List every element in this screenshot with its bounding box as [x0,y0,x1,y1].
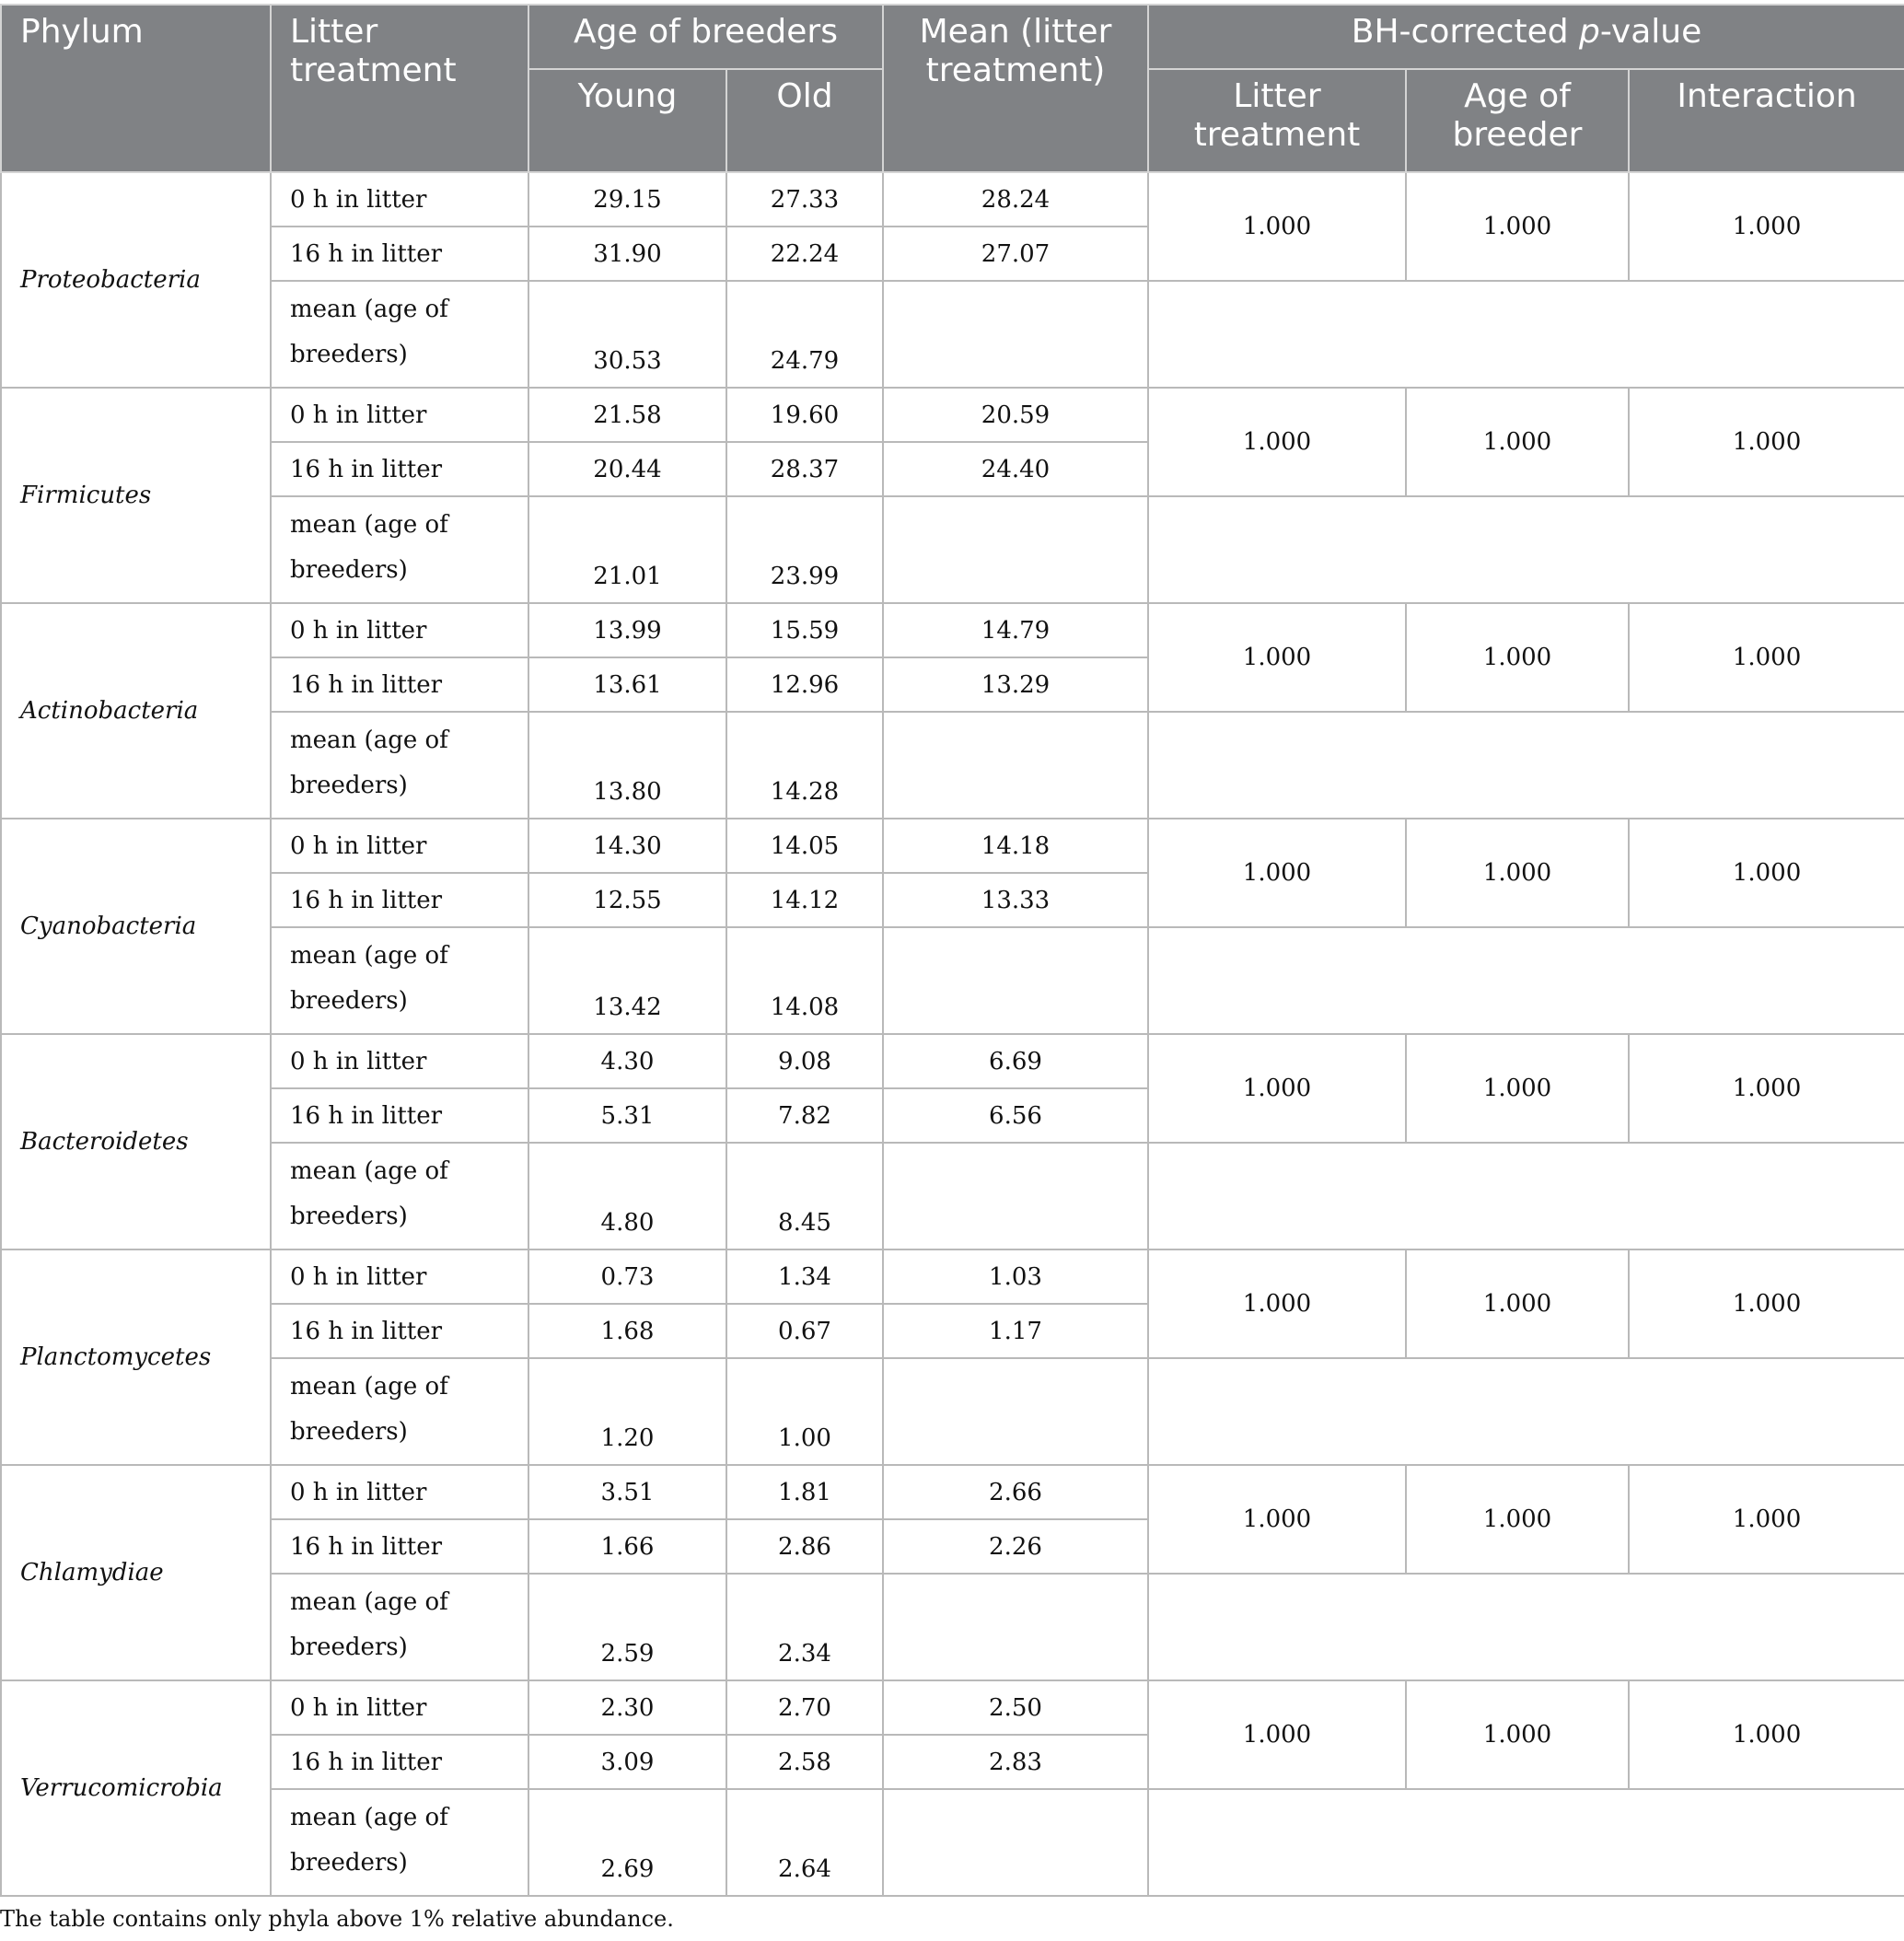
young-value-cell: 21.58 [528,388,726,442]
litter-treatment-cell: 16 h in litter [271,1304,528,1358]
litter-treatment-cell: 16 h in litter [271,873,528,927]
table-body [1,172,1904,1896]
young-value-cell: 3.51 [528,1465,726,1519]
old-value-cell: 27.33 [726,172,883,227]
header-litter-treatment: Litter treatment [271,5,528,172]
table-row [1,603,1904,657]
old-mean-value-cell: 23.99 [726,496,883,603]
old-mean-value-cell: 2.64 [726,1789,883,1896]
empty-cell [883,1789,1148,1896]
young-value-cell: 13.99 [528,603,726,657]
empty-cell [883,496,1148,603]
table-footnote: The table contains only phyla above 1% relative abundance. [0,1906,674,1932]
young-value-cell: 14.30 [528,819,726,873]
old-value-cell: 2.58 [726,1735,883,1789]
litter-treatment-cell: 0 h in litter [271,1465,528,1519]
litter-treatment-cell: 16 h in litter [271,1519,528,1574]
pvalue-age-cell: 1.000 [1406,1034,1629,1143]
young-value-cell: 3.09 [528,1735,726,1789]
young-mean-value-cell: 21.01 [528,496,726,603]
old-value-cell: 22.24 [726,227,883,281]
pvalue-interaction-cell: 1.000 [1629,1465,1904,1574]
mean-litter-value-cell: 2.83 [883,1735,1148,1789]
header-pvalue-interaction: Interaction [1629,69,1904,172]
pvalue-interaction-cell: 1.000 [1629,1680,1904,1789]
young-value-cell: 31.90 [528,227,726,281]
pvalue-age-cell: 1.000 [1406,819,1629,927]
litter-treatment-cell: 16 h in litter [271,442,528,496]
young-value-cell: 13.61 [528,657,726,712]
litter-treatment-cell: 16 h in litter [271,1735,528,1789]
phylum-cell: Cyanobacteria [1,819,271,1034]
mean-litter-value-cell: 2.50 [883,1680,1148,1735]
pvalue-litter-cell: 1.000 [1148,172,1406,281]
old-value-cell: 0.67 [726,1304,883,1358]
empty-cell [883,281,1148,388]
pvalue-age-cell: 1.000 [1406,172,1629,281]
table-row [1,1465,1904,1519]
mean-litter-value-cell: 28.24 [883,172,1148,227]
litter-treatment-cell: 0 h in litter [271,388,528,442]
pvalue-interaction-cell: 1.000 [1629,819,1904,927]
mean-age-label-cell: mean (age of breeders) [271,1574,528,1680]
young-value-cell: 5.31 [528,1088,726,1143]
litter-treatment-cell: 16 h in litter [271,657,528,712]
mean-age-label-cell: mean (age of breeders) [271,1358,528,1465]
phylum-cell: Firmicutes [1,388,271,603]
young-mean-value-cell: 2.59 [528,1574,726,1680]
old-mean-value-cell: 8.45 [726,1143,883,1249]
empty-cell [1148,1789,1904,1896]
young-value-cell: 2.30 [528,1680,726,1735]
phylum-cell: Proteobacteria [1,172,271,388]
pvalue-interaction-cell: 1.000 [1629,603,1904,712]
mean-litter-value-cell: 14.18 [883,819,1148,873]
mean-litter-value-cell: 2.66 [883,1465,1148,1519]
mean-age-label-cell: mean (age of breeders) [271,927,528,1034]
mean-litter-value-cell: 14.79 [883,603,1148,657]
table-row [1,1358,1904,1465]
old-value-cell: 7.82 [726,1088,883,1143]
pvalue-litter-cell: 1.000 [1148,388,1406,496]
litter-treatment-cell: 0 h in litter [271,172,528,227]
table-row [1,1249,1904,1304]
empty-cell [883,927,1148,1034]
table-row [1,819,1904,873]
old-value-cell: 28.37 [726,442,883,496]
mean-litter-value-cell: 6.69 [883,1034,1148,1088]
pvalue-age-cell: 1.000 [1406,603,1629,712]
table-row [1,927,1904,1034]
mean-age-label-cell: mean (age of breeders) [271,281,528,388]
mean-litter-value-cell: 2.26 [883,1519,1148,1574]
empty-cell [1148,1143,1904,1249]
young-mean-value-cell: 13.80 [528,712,726,819]
table-row [1,281,1904,388]
mean-litter-value-cell: 1.03 [883,1249,1148,1304]
header-old: Old [726,69,883,172]
empty-cell [1148,496,1904,603]
empty-cell [883,1358,1148,1465]
young-value-cell: 4.30 [528,1034,726,1088]
header-pvalue-litter-treatment: Litter treatment [1148,69,1406,172]
old-value-cell: 2.86 [726,1519,883,1574]
header-mean-litter-treatment: Mean (litter treatment) [883,5,1148,172]
mean-age-label-cell: mean (age of breeders) [271,712,528,819]
phylum-cell: Chlamydiae [1,1465,271,1680]
table-row [1,712,1904,819]
phylum-cell: Actinobacteria [1,603,271,819]
table-row [1,496,1904,603]
pvalue-age-cell: 1.000 [1406,388,1629,496]
pvalue-litter-cell: 1.000 [1148,1034,1406,1143]
empty-cell [1148,927,1904,1034]
litter-treatment-cell: 0 h in litter [271,603,528,657]
table-header [1,5,1904,172]
empty-cell [1148,712,1904,819]
pvalue-litter-cell: 1.000 [1148,1249,1406,1358]
table-row [1,172,1904,227]
young-value-cell: 1.68 [528,1304,726,1358]
mean-litter-value-cell: 13.29 [883,657,1148,712]
old-mean-value-cell: 1.00 [726,1358,883,1465]
header-age-of-breeders: Age of breeders [528,5,883,69]
old-mean-value-cell: 14.28 [726,712,883,819]
young-value-cell: 20.44 [528,442,726,496]
old-mean-value-cell: 14.08 [726,927,883,1034]
litter-treatment-cell: 0 h in litter [271,819,528,873]
mean-litter-value-cell: 24.40 [883,442,1148,496]
pvalue-age-cell: 1.000 [1406,1249,1629,1358]
table-row [1,388,1904,442]
pvalue-litter-cell: 1.000 [1148,1465,1406,1574]
old-mean-value-cell: 2.34 [726,1574,883,1680]
header-bh-corrected-p-value [1148,5,1904,69]
pvalue-interaction-cell: 1.000 [1629,1249,1904,1358]
pvalue-interaction-cell: 1.000 [1629,388,1904,496]
pvalue-litter-cell: 1.000 [1148,1680,1406,1789]
young-mean-value-cell: 2.69 [528,1789,726,1896]
empty-cell [883,712,1148,819]
bh-suffix: -value [1599,13,1702,51]
empty-cell [1148,1574,1904,1680]
header-young: Young [528,69,726,172]
bh-p-letter: p [1579,13,1600,51]
mean-litter-value-cell: 27.07 [883,227,1148,281]
old-value-cell: 15.59 [726,603,883,657]
mean-age-label-cell: mean (age of breeders) [271,496,528,603]
pvalue-age-cell: 1.000 [1406,1680,1629,1789]
old-value-cell: 1.81 [726,1465,883,1519]
pvalue-interaction-cell: 1.000 [1629,1034,1904,1143]
litter-treatment-cell: 0 h in litter [271,1034,528,1088]
old-mean-value-cell: 24.79 [726,281,883,388]
mean-litter-value-cell: 6.56 [883,1088,1148,1143]
table-row [1,1143,1904,1249]
mean-litter-value-cell: 13.33 [883,873,1148,927]
litter-treatment-cell: 16 h in litter [271,227,528,281]
old-value-cell: 1.34 [726,1249,883,1304]
old-value-cell: 14.12 [726,873,883,927]
abundance-table [0,4,1904,1897]
young-value-cell: 12.55 [528,873,726,927]
litter-treatment-cell: 16 h in litter [271,1088,528,1143]
table-row [1,1680,1904,1735]
phylum-cell: Verrucomicrobia [1,1680,271,1896]
phylum-cell: Planctomycetes [1,1249,271,1465]
table-row [1,1574,1904,1680]
pvalue-interaction-cell: 1.000 [1629,172,1904,281]
old-value-cell: 9.08 [726,1034,883,1088]
table-row [1,1789,1904,1896]
young-mean-value-cell: 4.80 [528,1143,726,1249]
mean-age-label-cell: mean (age of breeders) [271,1143,528,1249]
litter-treatment-cell: 0 h in litter [271,1680,528,1735]
pvalue-litter-cell: 1.000 [1148,819,1406,927]
pvalue-litter-cell: 1.000 [1148,603,1406,712]
phylum-cell: Bacteroidetes [1,1034,271,1249]
young-mean-value-cell: 30.53 [528,281,726,388]
empty-cell [883,1143,1148,1249]
empty-cell [1148,1358,1904,1465]
table-row [1,1034,1904,1088]
empty-cell [883,1574,1148,1680]
old-value-cell: 12.96 [726,657,883,712]
young-value-cell: 29.15 [528,172,726,227]
old-value-cell: 14.05 [726,819,883,873]
young-mean-value-cell: 1.20 [528,1358,726,1465]
header-phylum: Phylum [1,5,271,172]
mean-age-label-cell: mean (age of breeders) [271,1789,528,1896]
young-value-cell: 0.73 [528,1249,726,1304]
mean-litter-value-cell: 20.59 [883,388,1148,442]
bh-prefix: BH-corrected [1351,13,1580,51]
pvalue-age-cell: 1.000 [1406,1465,1629,1574]
young-mean-value-cell: 13.42 [528,927,726,1034]
old-value-cell: 2.70 [726,1680,883,1735]
mean-litter-value-cell: 1.17 [883,1304,1148,1358]
young-value-cell: 1.66 [528,1519,726,1574]
litter-treatment-cell: 0 h in litter [271,1249,528,1304]
old-value-cell: 19.60 [726,388,883,442]
empty-cell [1148,281,1904,388]
header-pvalue-age-of-breeder: Age of breeder [1406,69,1629,172]
